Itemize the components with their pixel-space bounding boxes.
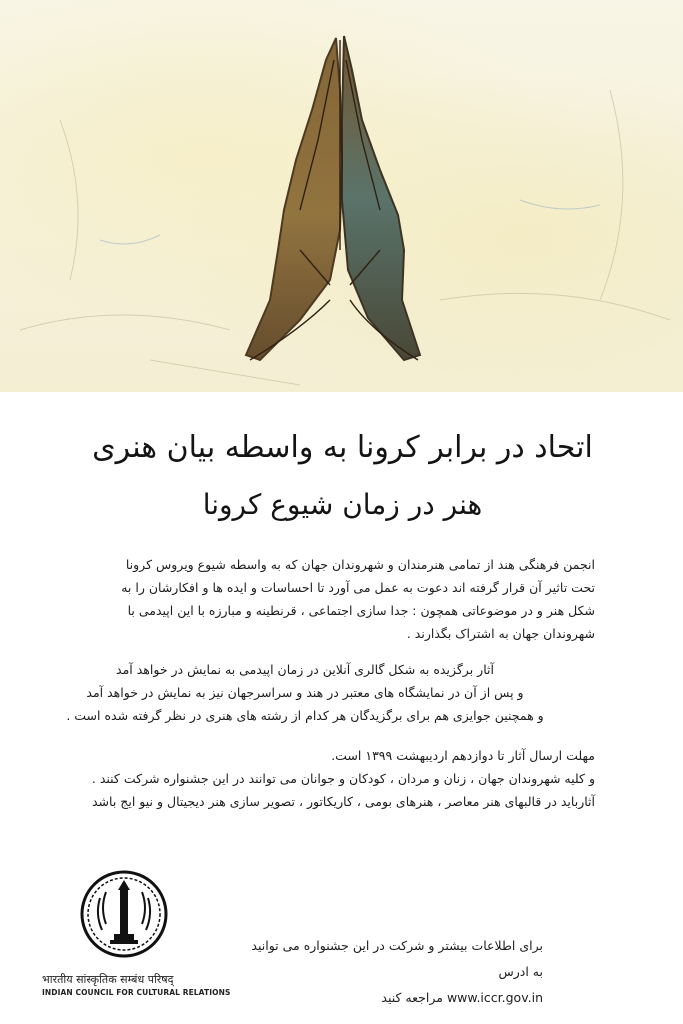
- intro-line: شهروندان جهان به اشتراک بگذارند .: [406, 626, 595, 641]
- intro-paragraph: [35, 553, 595, 645]
- iccr-logo: [40, 868, 231, 1008]
- rules-line: آثارباید در قالبهای هنر معاصر ، هنرهای بومی ، کاریکاتور ، تصویر سازی هنر دیجیتال و نیو ایج باشد: [92, 794, 595, 809]
- exhibition-line: آثار برگزیده به شکل گالری آنلاین در زمان اپیدمی به نمایش در خواهد آمد: [116, 662, 494, 677]
- artwork-banner: [0, 0, 683, 392]
- exhibition-line: و پس از آن در نمایشگاه های معتبر در هند و سراسرجهان نیز به نمایش در خواهد آمد: [86, 685, 524, 700]
- contact-line: برای اطلاعات بیشتر و شرکت در این جشنواره می توانید به ادرس: [251, 938, 543, 979]
- page-subtitle: هنر در زمان شیوع کرونا: [202, 488, 483, 521]
- org-name-english: INDIAN COUNCIL FOR CULTURAL RELATIONS: [42, 988, 231, 997]
- page-title: اتحاد در برابر کرونا به واسطه بیان هنری: [92, 430, 593, 465]
- intro-line: تحت تاثیر آن قرار گرفته اند دعوت به عمل می آورد تا احساسات و ایده ها و افکارشان را به: [121, 580, 595, 595]
- exhibition-paragraph: [15, 658, 595, 727]
- intro-line: شکل هنر و در موضوعاتی همچون : جدا سازی اجتماعی ، قرنطینه و مبارزه با این اپیدمی با: [127, 603, 595, 618]
- rules-line: و کلیه شهروندان جهان ، زنان و مردان ، کودکان و جوانان می توانند در این جشنواره شرکت کنند .: [91, 771, 595, 786]
- contact-line-2: [243, 985, 543, 1011]
- intro-line: انجمن فرهنگی هند از تمامی هنرمندان و شهروندان جهان که به واسطه شیوع ویروس کرونا: [125, 557, 595, 572]
- contact-info: [243, 933, 543, 1011]
- praying-hands-sketch-icon: [0, 0, 683, 392]
- contact-suffix: مراجعه کنید: [381, 990, 443, 1005]
- exhibition-line: و همچنین جوایزی هم برای برگزیدگان هر کدام از رشته های هنری در نظر گرفته شده است .: [66, 708, 544, 723]
- rules-line: مهلت ارسال آثار تا دوازدهم اردیبهشت ۱۳۹۹ است.: [331, 748, 595, 763]
- iccr-emblem-icon: [40, 868, 210, 968]
- org-name-hindi: भारतीय सांस्कृतिक सम्बंध परिषद्: [42, 973, 174, 986]
- website-link[interactable]: www.iccr.gov.in: [446, 990, 543, 1005]
- rules-paragraph: [35, 744, 595, 813]
